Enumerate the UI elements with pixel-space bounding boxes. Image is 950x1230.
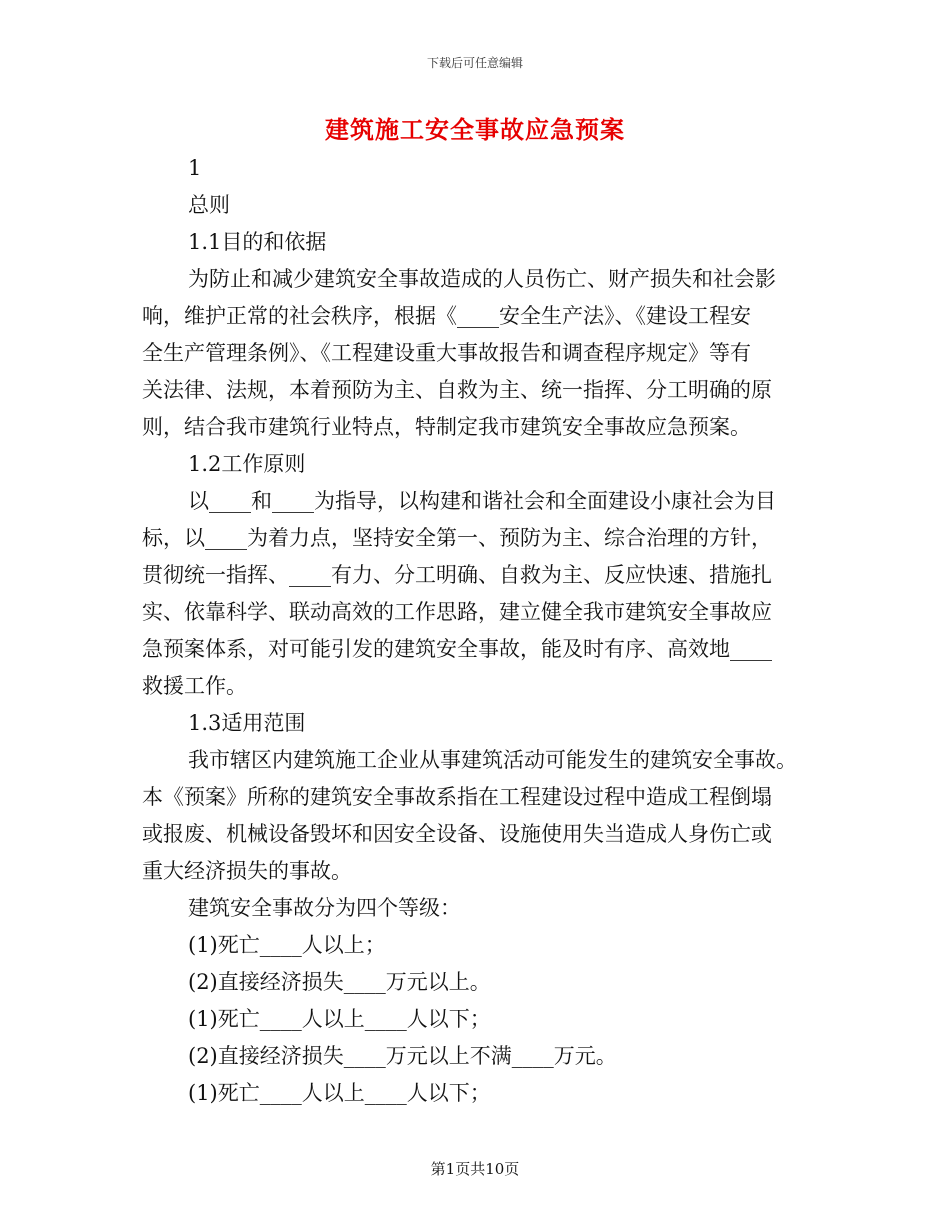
paragraph-line: 为防止和减少建筑安全事故造成的人员伤亡、财产损失和社会影 [188,267,776,291]
section-number: 1 [188,156,202,180]
paragraph-line: 贯彻统一指挥、____有力、分工明确、自救为主、反应快速、措施扎 [142,563,772,587]
subsection-heading: 1.3适用范围 [188,711,306,735]
paragraph-line: 关法律、法规，本着预防为主、自救为主、统一指挥、分工明确的原 [142,378,772,402]
document-body [142,150,808,1112]
subsection-heading: 1.2工作原则 [188,452,306,476]
subsection-heading: 1.1目的和依据 [188,230,327,254]
list-item: (2)直接经济损失____万元以上。 [188,970,491,994]
paragraph-line: 则，结合我市建筑行业特点，特制定我市建筑安全事故应急预案。 [142,415,751,439]
section-heading-general: 总则 [188,193,230,217]
paragraph-line: 本《预案》所称的建筑安全事故系指在工程建设过程中造成工程倒塌 [142,785,772,809]
paragraph-line: 急预案体系，对可能引发的建筑安全事故，能及时有序、高效地____ [142,637,772,661]
paragraph-line: 全生产管理条例》、《工程建设重大事故报告和调查程序规定》等有 [142,341,751,365]
paragraph-line: 我市辖区内建筑施工企业从事建筑活动可能发生的建筑安全事故。 [188,748,797,772]
list-item: (2)直接经济损失____万元以上不满____万元。 [188,1044,617,1068]
paragraph-line: 重大经济损失的事故。 [142,859,352,883]
list-item: (1)死亡____人以上； [188,933,386,957]
header-note: 下载后可任意编辑 [426,56,523,70]
paragraph-line: 标，以____为着力点，坚持安全第一、预防为主、综合治理的方针， [142,526,772,550]
paragraph-line: 救援工作。 [142,674,247,698]
paragraph-line: 建筑安全事故分为四个等级： [188,896,461,920]
document-title: 建筑施工安全事故应急预案 [325,115,625,144]
paragraph-line: 或报废、机械设备毁坏和因安全设备、设施使用失当造成人身伤亡或 [142,822,772,846]
paragraph-line: 实、依靠科学、联动高效的工作思路，建立健全我市建筑安全事故应 [142,600,772,624]
list-item: (1)死亡____人以上____人以下； [188,1007,491,1031]
page-number: 第1页共10页 [430,1160,520,1178]
paragraph-line: 以____和____为指导，以构建和谐社会和全面建设小康社会为目 [188,489,776,513]
list-item: (1)死亡____人以上____人以下； [188,1081,491,1105]
paragraph-line: 响，维护正常的社会秩序，根据《____安全生产法》、《建设工程安 [142,304,751,328]
